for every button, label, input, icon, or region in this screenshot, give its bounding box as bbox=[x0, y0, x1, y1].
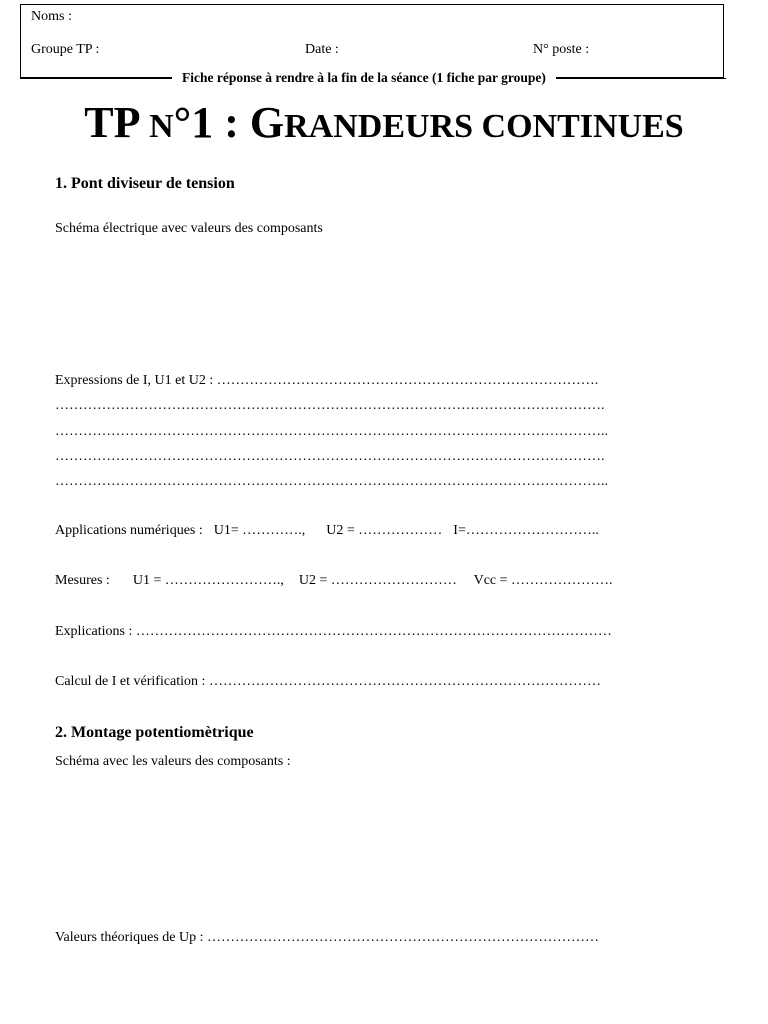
applications-line bbox=[55, 523, 599, 539]
applications-i: I=……………………….. bbox=[453, 523, 599, 538]
mesures-u1: U1 = ……………………., bbox=[132, 573, 284, 588]
page-title bbox=[0, 96, 768, 154]
section1-title: 1. Pont diviseur de tension bbox=[55, 175, 235, 192]
expressions-line: Expressions de I, U1 et U2 : ………………………………………………………………………. bbox=[55, 373, 599, 388]
applications-label: Applications numériques : bbox=[55, 523, 203, 538]
date-label: Date : bbox=[305, 42, 339, 57]
noms-label: Noms : bbox=[31, 9, 72, 24]
title-part-number: °1 : G bbox=[173, 98, 285, 147]
header-caption bbox=[20, 70, 726, 86]
section2-title: 2. Montage potentiomètrique bbox=[55, 724, 254, 741]
section2-schema-label: Schéma avec les valeurs des composants : bbox=[55, 754, 291, 769]
mesures-u2: U2 = ……………………… bbox=[298, 573, 457, 588]
section1-schema-label: Schéma électrique avec valeurs des composants bbox=[55, 221, 323, 236]
title-part-n: N bbox=[149, 108, 174, 145]
dots-line-1: ………………………………………………………………………………………………………. bbox=[55, 398, 605, 413]
caption-rule-left bbox=[20, 78, 172, 79]
mesures-line bbox=[55, 573, 613, 589]
title-part-tp: TP bbox=[84, 98, 150, 147]
header-box bbox=[20, 4, 724, 78]
dots-line-2: ……………………………………………………………………………………………………….. bbox=[55, 424, 608, 439]
poste-label: N° poste : bbox=[533, 42, 590, 57]
dots-line-3: ………………………………………………………………………………………………………. bbox=[55, 449, 605, 464]
valeurs-theoriques-line: Valeurs théoriques de Up : ………………………………………………………………………… bbox=[55, 930, 600, 945]
calcul-line: Calcul de I et vérification : ………………………………………………………………………… bbox=[55, 674, 601, 689]
applications-u2: U2 = ……………… bbox=[326, 523, 443, 538]
caption-text: Fiche réponse à rendre à la fin de la séance (1 fiche par groupe) bbox=[172, 70, 556, 86]
caption-rule-right bbox=[556, 78, 726, 79]
dots-line-4: ……………………………………………………………………………………………………….. bbox=[55, 474, 608, 489]
applications-u1: U1= …………., bbox=[213, 523, 306, 538]
groupe-tp-label: Groupe TP : bbox=[31, 42, 100, 57]
title-part-rest: RANDEURS CONTINUES bbox=[284, 108, 684, 145]
mesures-label: Mesures : bbox=[55, 573, 110, 588]
explications-line: Explications : ………………………………………………………………………………………… bbox=[55, 624, 612, 639]
mesures-vcc: Vcc = …………………. bbox=[473, 573, 613, 588]
